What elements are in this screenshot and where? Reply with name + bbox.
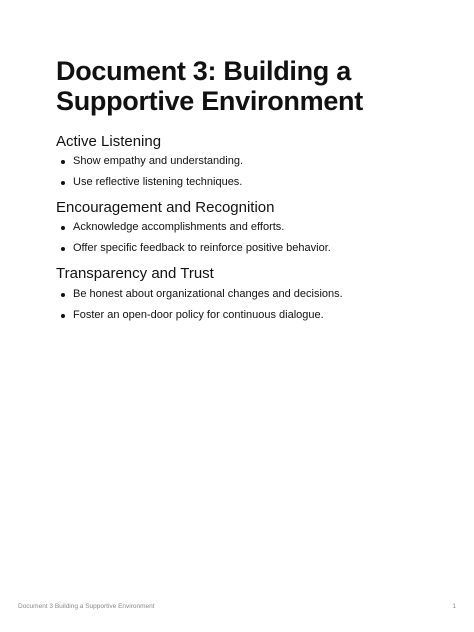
section-heading-active-listening: Active Listening	[56, 133, 162, 150]
list-item	[56, 242, 436, 255]
list-item-text: Be honest about organizational changes and decisions.	[73, 288, 343, 300]
list-item-text: Offer specific feedback to reinforce positive behavior.	[73, 242, 331, 254]
list-item	[56, 221, 436, 234]
bullet-list-active-listening	[56, 155, 436, 189]
list-item-text: Show empathy and understanding.	[73, 155, 244, 167]
page-title: Document 3: Building a Supportive Environment	[56, 56, 363, 116]
list-item	[56, 176, 436, 189]
bullet-icon	[61, 247, 65, 251]
page-footer	[18, 602, 456, 612]
bullet-icon	[61, 293, 65, 297]
bullet-list-encouragement-and-recognition	[56, 221, 436, 255]
list-item	[56, 288, 436, 301]
list-item	[56, 155, 436, 168]
bullet-icon	[61, 314, 65, 318]
list-item-text: Use reflective listening techniques.	[73, 176, 243, 188]
bullet-icon	[61, 226, 65, 230]
footer-document-title: Document 3 Building a Supportive Environment	[18, 603, 155, 610]
list-item-text: Foster an open-door policy for continuous dialogue.	[73, 309, 324, 321]
section-heading-transparency-and-trust: Transparency and Trust	[56, 265, 214, 282]
bullet-icon	[61, 181, 65, 185]
footer-page-number: 1	[452, 603, 456, 610]
section-heading-encouragement-and-recognition: Encouragement and Recognition	[56, 199, 275, 216]
list-item-text: Acknowledge accomplishments and efforts.	[73, 221, 285, 233]
bullet-list-transparency-and-trust	[56, 288, 436, 322]
bullet-icon	[61, 160, 65, 164]
list-item	[56, 309, 436, 322]
